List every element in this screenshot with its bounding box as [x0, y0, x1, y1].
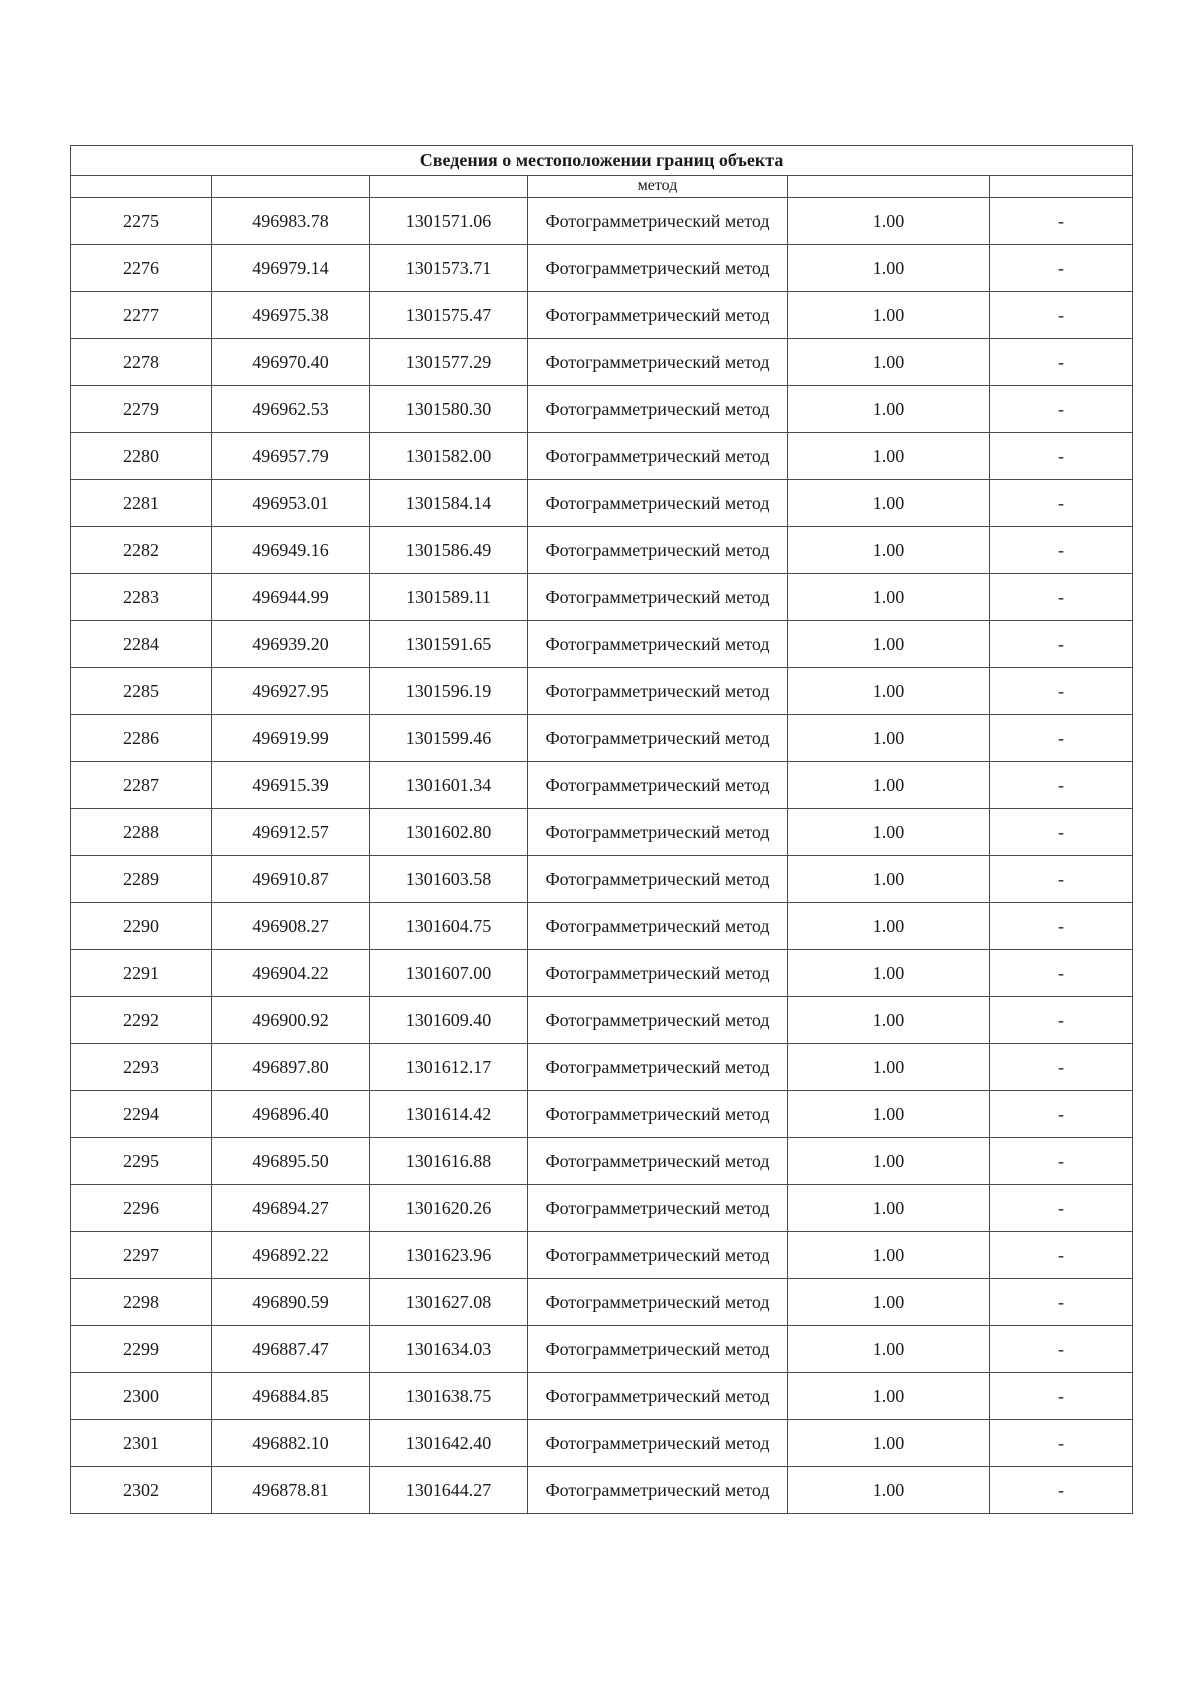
table-row	[71, 433, 1133, 480]
cell-y-coordinate: 1301623.96	[370, 1232, 528, 1279]
cell-description: -	[990, 997, 1133, 1044]
cell-x-coordinate: 496912.57	[212, 809, 370, 856]
cell-method: Фотограмметрический метод	[528, 1279, 788, 1326]
table-row	[71, 1044, 1133, 1091]
cell-accuracy: 1.00	[788, 1420, 990, 1467]
cell-x-coordinate: 496949.16	[212, 527, 370, 574]
cell-accuracy: 1.00	[788, 1279, 990, 1326]
cell-point-number: 2297	[71, 1232, 212, 1279]
cell-point-number: 2284	[71, 621, 212, 668]
cell-method: Фотограмметрический метод	[528, 527, 788, 574]
table-row	[71, 1467, 1133, 1514]
cell-method: Фотограмметрический метод	[528, 903, 788, 950]
table-row	[71, 527, 1133, 574]
table-row	[71, 198, 1133, 245]
cell-x-coordinate: 496910.87	[212, 856, 370, 903]
cell-method: Фотограмметрический метод	[528, 1138, 788, 1185]
cell-x-coordinate: 496979.14	[212, 245, 370, 292]
cell-description: -	[990, 245, 1133, 292]
cell-method: Фотограмметрический метод	[528, 245, 788, 292]
cell-point-number: 2289	[71, 856, 212, 903]
cell-point-number: 2299	[71, 1326, 212, 1373]
cell-x-coordinate: 496895.50	[212, 1138, 370, 1185]
cell-method: Фотограмметрический метод	[528, 1232, 788, 1279]
cell-description: -	[990, 903, 1133, 950]
cell-method: Фотограмметрический метод	[528, 292, 788, 339]
cell-x-coordinate: 496896.40	[212, 1091, 370, 1138]
continuation-row	[71, 176, 1133, 198]
cell-method: Фотограмметрический метод	[528, 1373, 788, 1420]
cell-y-coordinate: 1301575.47	[370, 292, 528, 339]
cell-x-coordinate: 496887.47	[212, 1326, 370, 1373]
cell-description: -	[990, 950, 1133, 997]
cell-y-coordinate: 1301638.75	[370, 1373, 528, 1420]
cell-point-number: 2281	[71, 480, 212, 527]
cell-accuracy: 1.00	[788, 762, 990, 809]
table-row	[71, 762, 1133, 809]
cell-description: -	[990, 621, 1133, 668]
cell-description: -	[990, 527, 1133, 574]
cell-method: Фотограмметрический метод	[528, 997, 788, 1044]
table-row	[71, 1373, 1133, 1420]
cell-point-number: 2287	[71, 762, 212, 809]
cell-point-number: 2292	[71, 997, 212, 1044]
cell-accuracy: 1.00	[788, 574, 990, 621]
cell-y-coordinate: 1301577.29	[370, 339, 528, 386]
cell-method: Фотограмметрический метод	[528, 1467, 788, 1514]
continuation-cell-method: метод	[528, 176, 788, 198]
cell-x-coordinate: 496957.79	[212, 433, 370, 480]
cell-method: Фотограмметрический метод	[528, 715, 788, 762]
cell-x-coordinate: 496878.81	[212, 1467, 370, 1514]
cell-accuracy: 1.00	[788, 245, 990, 292]
cell-description: -	[990, 1185, 1133, 1232]
cell-accuracy: 1.00	[788, 386, 990, 433]
boundary-coordinates-table	[70, 145, 1133, 1514]
cell-description: -	[990, 715, 1133, 762]
cell-accuracy: 1.00	[788, 621, 990, 668]
cell-accuracy: 1.00	[788, 1044, 990, 1091]
cell-x-coordinate: 496897.80	[212, 1044, 370, 1091]
cell-accuracy: 1.00	[788, 480, 990, 527]
cell-y-coordinate: 1301589.11	[370, 574, 528, 621]
cell-point-number: 2276	[71, 245, 212, 292]
cell-accuracy: 1.00	[788, 668, 990, 715]
cell-method: Фотограмметрический метод	[528, 621, 788, 668]
cell-y-coordinate: 1301601.34	[370, 762, 528, 809]
cell-y-coordinate: 1301612.17	[370, 1044, 528, 1091]
cell-y-coordinate: 1301591.65	[370, 621, 528, 668]
cell-method: Фотограмметрический метод	[528, 386, 788, 433]
cell-method: Фотограмметрический метод	[528, 1185, 788, 1232]
cell-point-number: 2300	[71, 1373, 212, 1420]
cell-y-coordinate: 1301580.30	[370, 386, 528, 433]
cell-point-number: 2293	[71, 1044, 212, 1091]
table-row	[71, 386, 1133, 433]
cell-accuracy: 1.00	[788, 856, 990, 903]
cell-accuracy: 1.00	[788, 997, 990, 1044]
cell-method: Фотограмметрический метод	[528, 1044, 788, 1091]
cell-y-coordinate: 1301602.80	[370, 809, 528, 856]
cell-y-coordinate: 1301627.08	[370, 1279, 528, 1326]
cell-point-number: 2278	[71, 339, 212, 386]
cell-x-coordinate: 496962.53	[212, 386, 370, 433]
cell-x-coordinate: 496882.10	[212, 1420, 370, 1467]
cell-point-number: 2291	[71, 950, 212, 997]
cell-accuracy: 1.00	[788, 809, 990, 856]
table-row	[71, 1185, 1133, 1232]
cell-method: Фотограмметрический метод	[528, 950, 788, 997]
cell-point-number: 2294	[71, 1091, 212, 1138]
cell-x-coordinate: 496975.38	[212, 292, 370, 339]
cell-accuracy: 1.00	[788, 1138, 990, 1185]
cell-y-coordinate: 1301573.71	[370, 245, 528, 292]
continuation-cell-x	[212, 176, 370, 198]
cell-point-number: 2277	[71, 292, 212, 339]
cell-x-coordinate: 496890.59	[212, 1279, 370, 1326]
cell-y-coordinate: 1301642.40	[370, 1420, 528, 1467]
cell-method: Фотограмметрический метод	[528, 433, 788, 480]
cell-x-coordinate: 496908.27	[212, 903, 370, 950]
table-row	[71, 245, 1133, 292]
table-row	[71, 480, 1133, 527]
table-row	[71, 339, 1133, 386]
table-row	[71, 1420, 1133, 1467]
cell-method: Фотограмметрический метод	[528, 1326, 788, 1373]
cell-accuracy: 1.00	[788, 950, 990, 997]
cell-description: -	[990, 386, 1133, 433]
cell-description: -	[990, 1467, 1133, 1514]
cell-point-number: 2280	[71, 433, 212, 480]
cell-x-coordinate: 496927.95	[212, 668, 370, 715]
cell-description: -	[990, 1044, 1133, 1091]
cell-method: Фотограмметрический метод	[528, 1420, 788, 1467]
cell-x-coordinate: 496939.20	[212, 621, 370, 668]
cell-method: Фотограмметрический метод	[528, 856, 788, 903]
table-row	[71, 997, 1133, 1044]
cell-accuracy: 1.00	[788, 1091, 990, 1138]
continuation-cell-description	[990, 176, 1133, 198]
cell-accuracy: 1.00	[788, 1467, 990, 1514]
cell-accuracy: 1.00	[788, 1373, 990, 1420]
cell-x-coordinate: 496900.92	[212, 997, 370, 1044]
cell-accuracy: 1.00	[788, 903, 990, 950]
cell-method: Фотограмметрический метод	[528, 809, 788, 856]
cell-y-coordinate: 1301634.03	[370, 1326, 528, 1373]
cell-point-number: 2275	[71, 198, 212, 245]
cell-description: -	[990, 856, 1133, 903]
cell-y-coordinate: 1301582.00	[370, 433, 528, 480]
table-row	[71, 574, 1133, 621]
table-row	[71, 1232, 1133, 1279]
cell-y-coordinate: 1301614.42	[370, 1091, 528, 1138]
cell-description: -	[990, 339, 1133, 386]
cell-y-coordinate: 1301571.06	[370, 198, 528, 245]
table-row	[71, 668, 1133, 715]
cell-description: -	[990, 433, 1133, 480]
table-row	[71, 715, 1133, 762]
cell-description: -	[990, 668, 1133, 715]
cell-description: -	[990, 1373, 1133, 1420]
cell-point-number: 2295	[71, 1138, 212, 1185]
cell-description: -	[990, 1279, 1133, 1326]
table-title: Сведения о местоположении границ объекта	[71, 146, 1133, 176]
cell-x-coordinate: 496904.22	[212, 950, 370, 997]
table-row	[71, 1326, 1133, 1373]
table-row	[71, 903, 1133, 950]
cell-accuracy: 1.00	[788, 1185, 990, 1232]
cell-description: -	[990, 198, 1133, 245]
table-row	[71, 1091, 1133, 1138]
cell-description: -	[990, 1420, 1133, 1467]
cell-y-coordinate: 1301584.14	[370, 480, 528, 527]
cell-point-number: 2282	[71, 527, 212, 574]
cell-point-number: 2286	[71, 715, 212, 762]
cell-x-coordinate: 496983.78	[212, 198, 370, 245]
cell-point-number: 2285	[71, 668, 212, 715]
cell-accuracy: 1.00	[788, 1326, 990, 1373]
cell-accuracy: 1.00	[788, 527, 990, 574]
cell-x-coordinate: 496915.39	[212, 762, 370, 809]
table-row	[71, 856, 1133, 903]
table-row	[71, 292, 1133, 339]
cell-method: Фотограмметрический метод	[528, 762, 788, 809]
cell-method: Фотограмметрический метод	[528, 574, 788, 621]
cell-point-number: 2302	[71, 1467, 212, 1514]
cell-y-coordinate: 1301596.19	[370, 668, 528, 715]
cell-x-coordinate: 496892.22	[212, 1232, 370, 1279]
cell-point-number: 2296	[71, 1185, 212, 1232]
cell-point-number: 2283	[71, 574, 212, 621]
cell-point-number: 2290	[71, 903, 212, 950]
cell-point-number: 2288	[71, 809, 212, 856]
cell-accuracy: 1.00	[788, 292, 990, 339]
cell-y-coordinate: 1301609.40	[370, 997, 528, 1044]
cell-method: Фотограмметрический метод	[528, 1091, 788, 1138]
cell-description: -	[990, 809, 1133, 856]
cell-description: -	[990, 480, 1133, 527]
table-row	[71, 621, 1133, 668]
cell-x-coordinate: 496944.99	[212, 574, 370, 621]
cell-point-number: 2279	[71, 386, 212, 433]
cell-accuracy: 1.00	[788, 715, 990, 762]
table-row	[71, 809, 1133, 856]
cell-y-coordinate: 1301603.58	[370, 856, 528, 903]
cell-x-coordinate: 496919.99	[212, 715, 370, 762]
cell-description: -	[990, 292, 1133, 339]
cell-y-coordinate: 1301604.75	[370, 903, 528, 950]
cell-accuracy: 1.00	[788, 433, 990, 480]
cell-description: -	[990, 1091, 1133, 1138]
cell-x-coordinate: 496884.85	[212, 1373, 370, 1420]
cell-y-coordinate: 1301644.27	[370, 1467, 528, 1514]
continuation-cell-accuracy	[788, 176, 990, 198]
continuation-cell-point	[71, 176, 212, 198]
cell-description: -	[990, 574, 1133, 621]
cell-description: -	[990, 1138, 1133, 1185]
table-body	[71, 146, 1133, 1514]
cell-accuracy: 1.00	[788, 1232, 990, 1279]
cell-x-coordinate: 496953.01	[212, 480, 370, 527]
cell-description: -	[990, 1232, 1133, 1279]
cell-point-number: 2301	[71, 1420, 212, 1467]
cell-method: Фотограмметрический метод	[528, 668, 788, 715]
cell-y-coordinate: 1301620.26	[370, 1185, 528, 1232]
table-row	[71, 1138, 1133, 1185]
cell-y-coordinate: 1301607.00	[370, 950, 528, 997]
table-row	[71, 1279, 1133, 1326]
continuation-cell-y	[370, 176, 528, 198]
cell-x-coordinate: 496970.40	[212, 339, 370, 386]
cell-x-coordinate: 496894.27	[212, 1185, 370, 1232]
cell-method: Фотограмметрический метод	[528, 339, 788, 386]
cell-accuracy: 1.00	[788, 339, 990, 386]
cell-y-coordinate: 1301599.46	[370, 715, 528, 762]
cell-method: Фотограмметрический метод	[528, 198, 788, 245]
cell-point-number: 2298	[71, 1279, 212, 1326]
cell-method: Фотограмметрический метод	[528, 480, 788, 527]
cell-y-coordinate: 1301586.49	[370, 527, 528, 574]
cell-accuracy: 1.00	[788, 198, 990, 245]
table-row	[71, 950, 1133, 997]
cell-description: -	[990, 762, 1133, 809]
table-title-row	[71, 146, 1133, 176]
cell-y-coordinate: 1301616.88	[370, 1138, 528, 1185]
cell-description: -	[990, 1326, 1133, 1373]
